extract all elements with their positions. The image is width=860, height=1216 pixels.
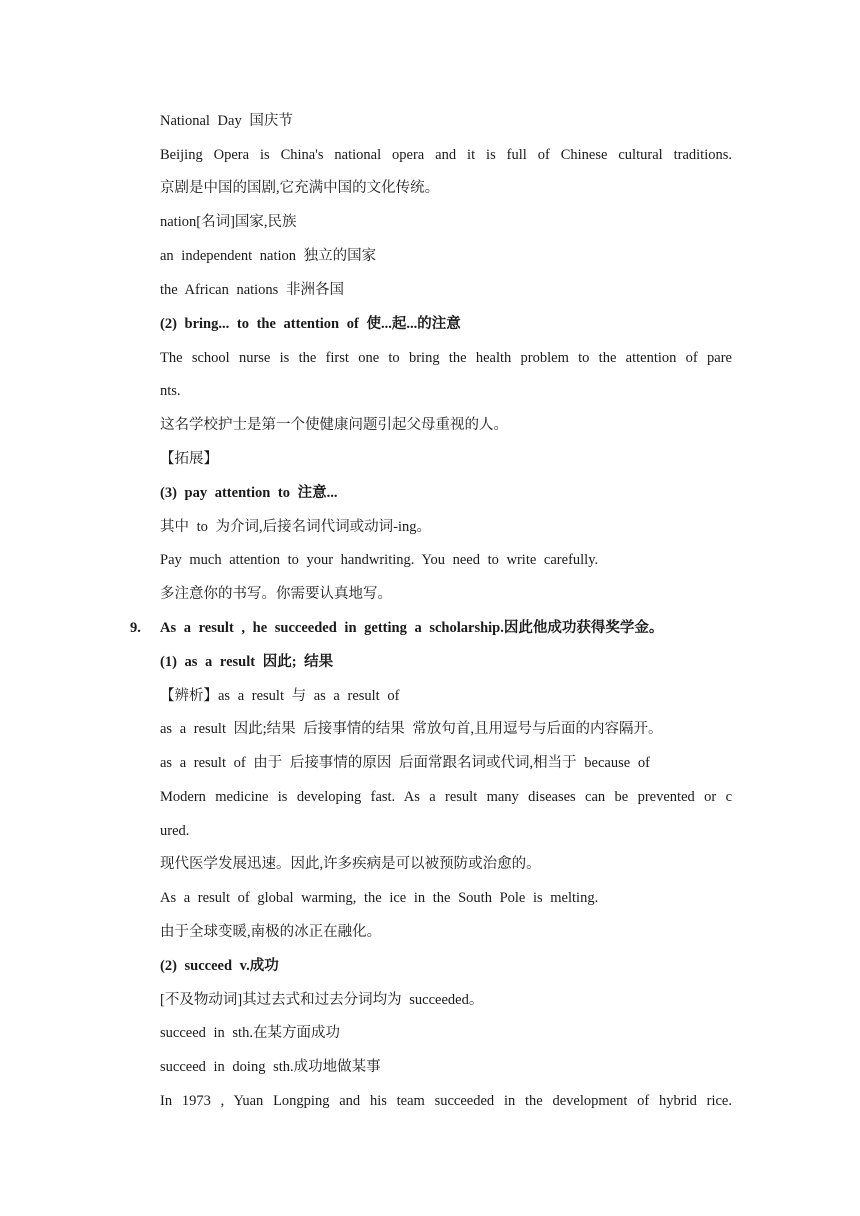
heading-pay-attention-to: (3) pay attention to 注意... [160, 485, 338, 501]
text-line-nation-definition: nation[名词]国家,民族 [160, 214, 297, 230]
text-line-african-nations: the African nations 非洲各国 [160, 282, 344, 298]
text-line-succeed-in-sth: succeed in sth.在某方面成功 [160, 1025, 340, 1041]
text-line-as-a-result-usage: as a result 因此;结果 后接事情的结果 常放句首,且用逗号与后面的内容隔开。 [160, 721, 663, 737]
text-line-handwriting-zh: 多注意你的书写。你需要认真地写。 [160, 586, 392, 602]
text-line-modern-medicine-en: Modern medicine is developing fast. As a result many diseases can be prevented or c [160, 789, 732, 805]
heading-as-a-result: (1) as a result 因此; 结果 [160, 654, 334, 670]
text-line-global-warming-zh: 由于全球变暖,南极的冰正在融化。 [160, 924, 382, 940]
text-line-modern-medicine-zh: 现代医学发展迅速。因此,许多疾病是可以被预防或治愈的。 [160, 856, 541, 872]
heading-as-a-result-sentence: As a result , he succeeded in getting a scholarship.因此他成功获得奖学金。 [160, 620, 664, 636]
text-line-as-a-result-of-usage: as a result of 由于 后接事情的原因 后面常跟名词或代词,相当于 because of [160, 755, 650, 771]
text-line-school-nurse-zh: 这名学校护士是第一个使健康问题引起父母重视的人。 [160, 417, 508, 433]
item-number: 9. [130, 620, 141, 636]
text-line-intransitive-verb: [不及物动词]其过去式和过去分词均为 succeeded。 [160, 992, 484, 1008]
text-line-global-warming-en: As a result of global warming, the ice in the South Pole is melting. [160, 890, 599, 906]
text-line-modern-medicine-en-cont: ured. [160, 823, 190, 839]
text-line-school-nurse-en: The school nurse is the first one to bring the health problem to the attention of pare [160, 350, 732, 366]
heading-bring-to-attention: (2) bring... to the attention of 使...起...的注意 [160, 316, 461, 332]
text-line-independent-nation: an independent nation 独立的国家 [160, 248, 377, 264]
label-extension: 【拓展】 [160, 451, 218, 467]
text-line-to-preposition: 其中 to 为介词,后接名词代词或动词-ing。 [160, 519, 432, 535]
text-line-beijing-opera-en: Beijing Opera is China's national opera and it is full of Chinese cultural traditions. [160, 147, 732, 163]
text-line-discrimination: 【辨析】as a result 与 as a result of [160, 688, 400, 704]
text-line-school-nurse-en-cont: nts. [160, 383, 181, 399]
text-line-handwriting-en: Pay much attention to your handwriting. You need to write carefully. [160, 552, 599, 568]
text-line-national-day: National Day 国庆节 [160, 113, 293, 129]
text-line-succeed-in-doing: succeed in doing sth.成功地做某事 [160, 1059, 381, 1075]
heading-succeed: (2) succeed v.成功 [160, 958, 279, 974]
text-line-beijing-opera-zh: 京剧是中国的国剧,它充满中国的文化传统。 [160, 180, 440, 196]
text-line-yuan-longping-en: In 1973 , Yuan Longping and his team succeeded in the development of hybrid rice. [160, 1093, 732, 1109]
